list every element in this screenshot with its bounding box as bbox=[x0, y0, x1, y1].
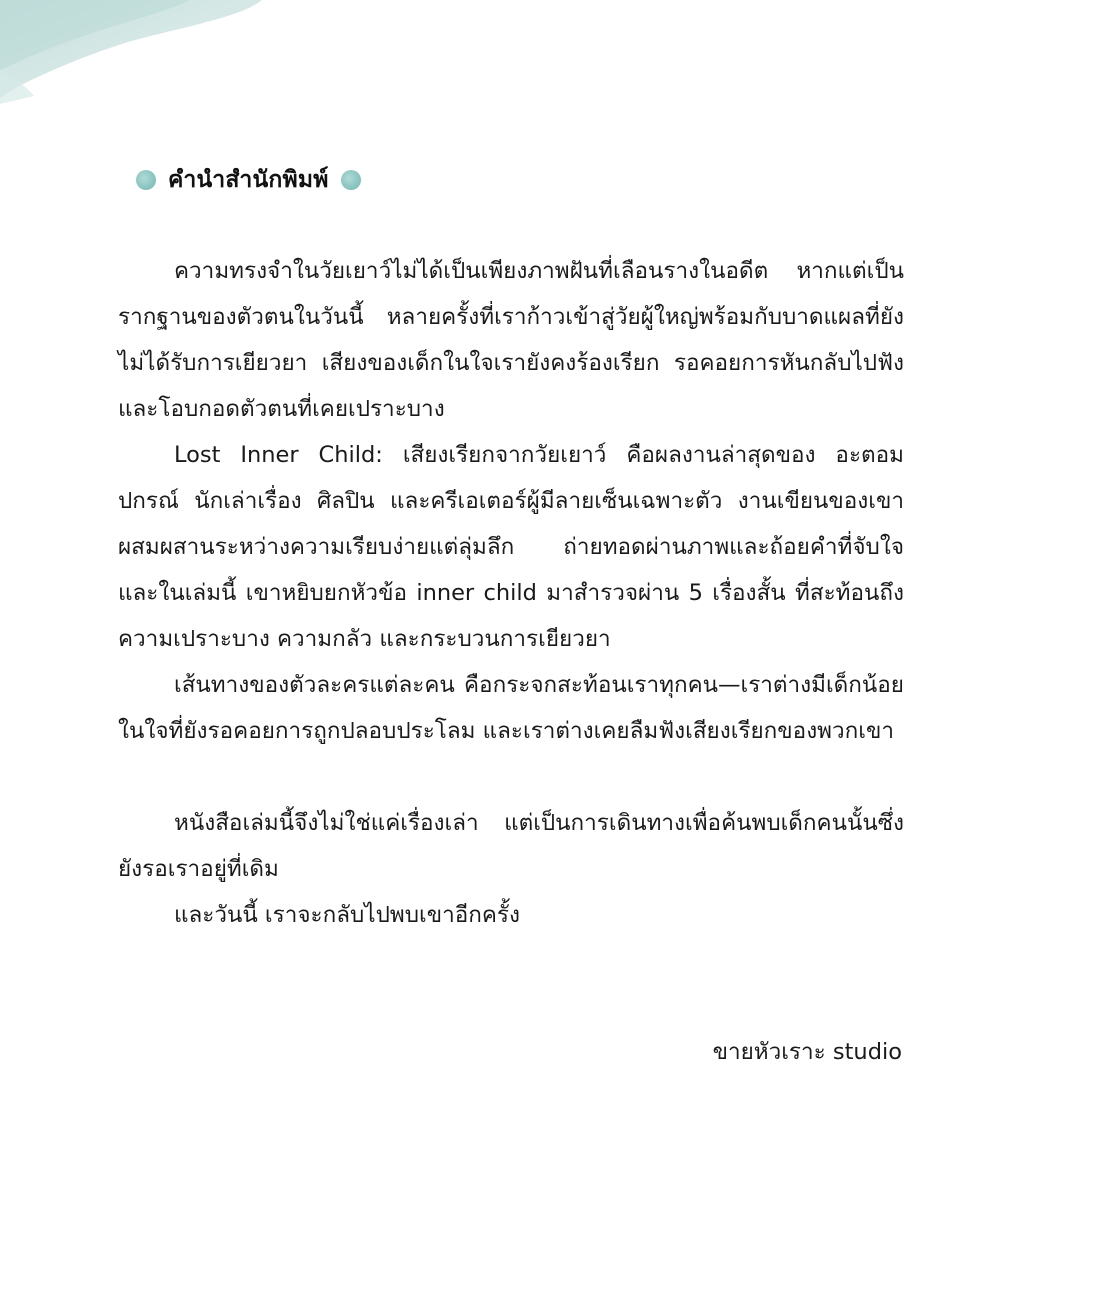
paragraph: ความทรงจำในวัยเยาว์ไม่ได้เป็นเพียงภาพฝันที่เลือนรางในอดีต หากแต่เป็นรากฐานของตัวตนในวันนี้ หลายครั้งที่เราก้าวเข้าสู่วัยผู้ใหญ่พร้อมกับบาดแผลที่ยังไม่ได้รับการเยียวยา เสียงของเด็กในใจเรายังคงร้องเรียก รอคอยการหันกลับไปฟัง และโอบกอดตัวตนที่เคยเปราะบาง bbox=[118, 258, 904, 422]
bullet-dot-icon bbox=[341, 170, 361, 190]
preface-heading bbox=[136, 160, 361, 200]
paragraph: หนังสือเล่มนี้จึงไม่ใช่แค่เรื่องเล่า แต่เป็นการเดินทางเพื่อค้นพบเด็กคนนั้นซึ่งยังรอเราอยู่ที่เดิม bbox=[118, 810, 904, 882]
watercolor-decoration bbox=[0, 0, 300, 110]
paragraph: และวันนี้ เราจะกลับไปพบเขาอีกครั้ง bbox=[174, 902, 520, 928]
publisher-signature: ขายหัวเราะ studio bbox=[712, 1039, 902, 1065]
preface-body bbox=[118, 248, 904, 938]
page-title: คำนำสำนักพิมพ์ bbox=[168, 167, 329, 193]
bullet-dot-icon bbox=[136, 170, 156, 190]
paragraph: Lost Inner Child: เสียงเรียกจากวัยเยาว์ คือผลงานล่าสุดของ อะตอม ปกรณ์ นักเล่าเรื่อง ศิลปิน และครีเอเตอร์ผู้มีลายเซ็นเฉพาะตัว งานเขียนของเขาผสมผสานระหว่างความเรียบง่ายแต่ลุ่มลึก ถ่ายทอดผ่านภาพและถ้อยคำที่จับใจ และในเล่มนี้ เขาหยิบยกหัวข้อ inner child มาสำรวจผ่าน 5 เรื่องสั้น ที่สะท้อนถึงความเปราะบาง ความกลัว และกระบวนการเยียวยา bbox=[118, 442, 904, 652]
paragraph: เส้นทางของตัวละครแต่ละคน คือกระจกสะท้อนเราทุกคน—เราต่างมีเด็กน้อยในใจที่ยังรอคอยการถูกปลอบประโลม และเราต่างเคยลืมฟังเสียงเรียกของพวกเขา bbox=[118, 672, 904, 744]
